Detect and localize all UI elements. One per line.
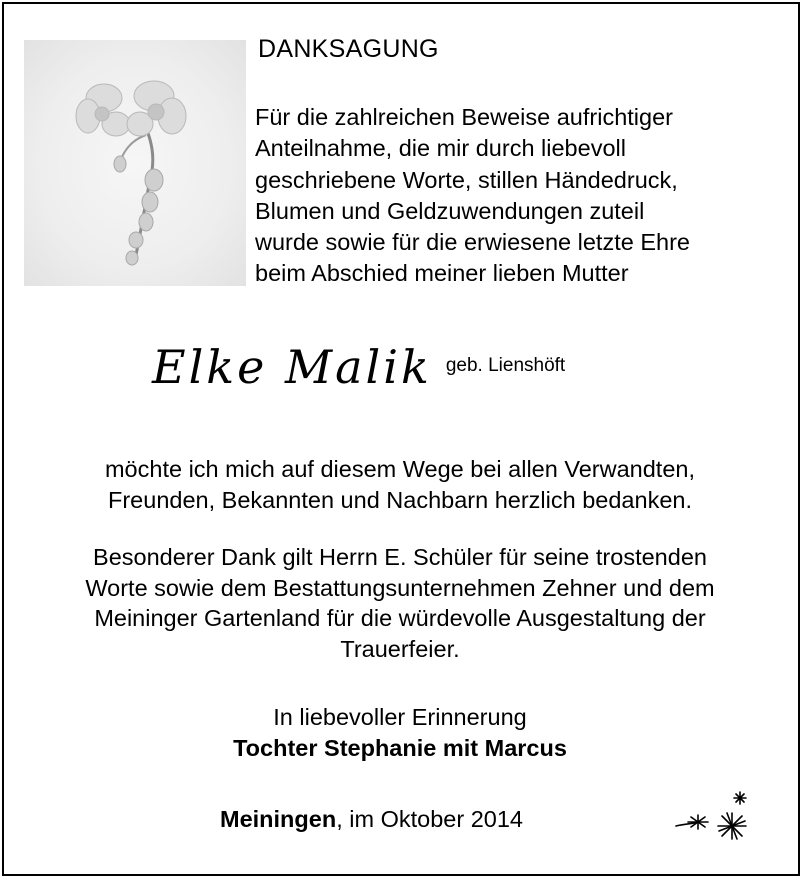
paragraph-line: Meininger Gartenland für die würdevolle Ausgestaltung der [94, 605, 706, 631]
place-date [220, 806, 523, 833]
closing [0, 702, 800, 763]
paragraph-line: möchte ich mich auf diesem Wege bei allen Verwandten, [104, 456, 695, 482]
paragraph-line: Besonderer Dank gilt Herrn E. Schüler für seine trostenden [93, 544, 707, 570]
intro-line: geschriebene Worte, stillen Händedruck, [255, 166, 678, 193]
closing-line: In liebevoller Erinnerung [273, 704, 527, 730]
flower-ornament-icon [672, 786, 762, 851]
intro-line: Für die zahlreichen Beweise aufrichtiger [255, 104, 673, 130]
paragraph-line: Trauerfeier. [340, 635, 460, 662]
birth-name: geb. Lienshöft [445, 355, 566, 376]
thanks-paragraph [0, 454, 800, 515]
heading: DANKSAGUNG [258, 35, 439, 63]
date: , im Oktober 2014 [336, 806, 523, 832]
place: Meiningen [220, 806, 337, 832]
intro-text [255, 102, 795, 290]
intro-line: beim Abschied meiner lieben Mutter [255, 260, 629, 287]
signers: Tochter Stephanie mit Marcus [233, 734, 567, 761]
deceased-name: Elke Malik [152, 340, 432, 394]
intro-line: Anteilnahme, die mir durch liebevoll [255, 135, 626, 162]
intro-line: Blumen und Geldzuwendungen zuteil [255, 197, 645, 224]
special-thanks-paragraph [0, 542, 800, 664]
orchid-photo [24, 40, 246, 286]
paragraph-line: Worte sowie dem Bestattungsunternehmen Zehner und dem [85, 574, 715, 601]
deceased-name-row [152, 340, 565, 394]
paragraph-line: Freunden, Bekannten und Nachbarn herzlich bedanken. [108, 486, 692, 513]
intro-line: wurde sowie für die erwiesene letzte Ehre [255, 229, 690, 256]
